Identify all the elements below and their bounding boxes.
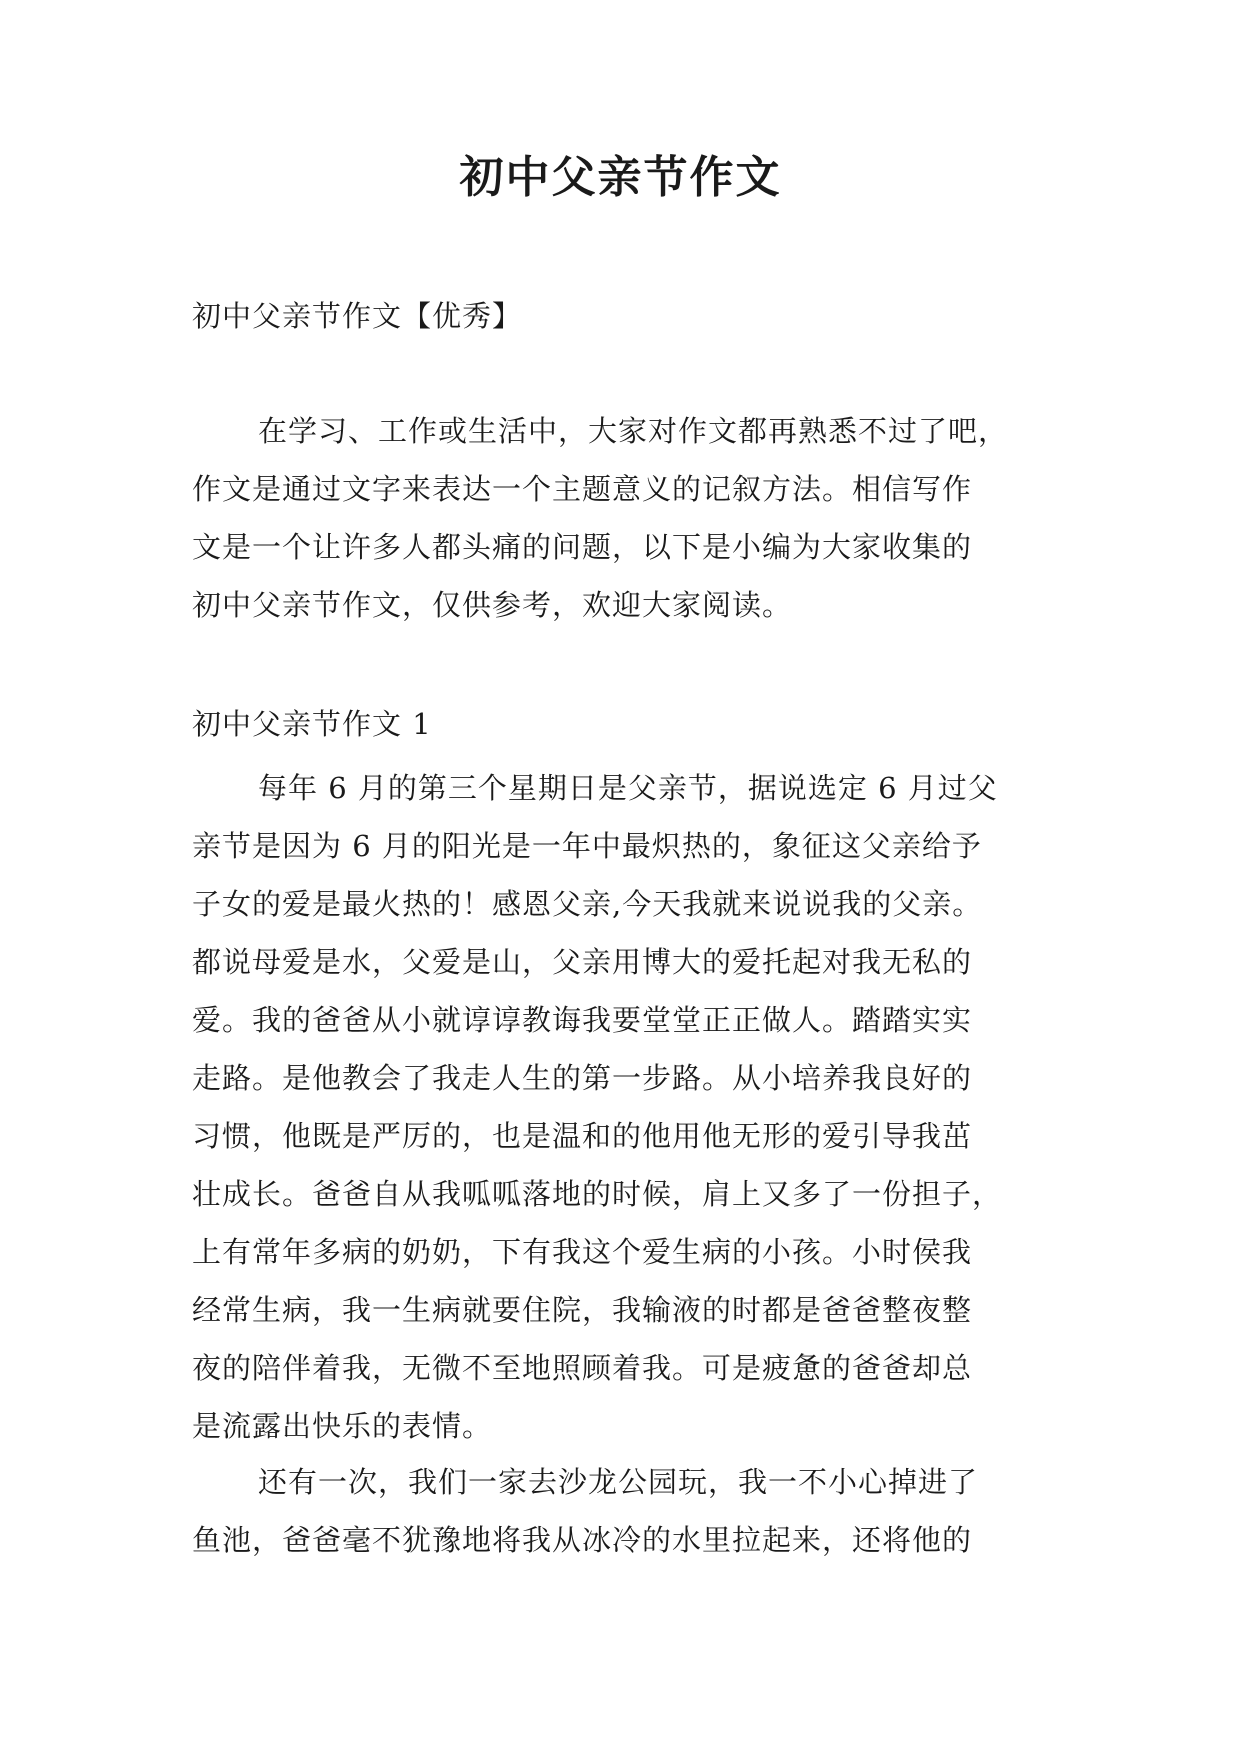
body-line: 上有常年多病的奶奶，下有我这个爱生病的小孩。小时侯我 xyxy=(192,1235,973,1269)
body-line: 爱。我的爸爸从小就谆谆教诲我要堂堂正正做人。踏踏实实 xyxy=(192,1003,973,1037)
intro-line: 文是一个让许多人都头痛的问题，以下是小编为大家收集的 xyxy=(192,530,973,564)
body-line: 习惯，他既是严厉的，也是温和的他用他无形的爱引导我茁 xyxy=(192,1119,973,1153)
body-line: 子女的爱是最火热的！感恩父亲,今天我就来说说我的父亲。 xyxy=(192,887,983,921)
body-line: 是流露出快乐的表情。 xyxy=(192,1409,493,1443)
intro-line: 在学习、工作或生活中，大家对作文都再熟悉不过了吧， xyxy=(258,414,1009,448)
body-line: 鱼池，爸爸毫不犹豫地将我从冰冷的水里拉起来，还将他的 xyxy=(192,1523,973,1557)
intro-paragraph xyxy=(192,402,1052,634)
body-paragraph-two xyxy=(192,1453,1052,1569)
body-line: 走路。是他教会了我走人生的第一步路。从小培养我良好的 xyxy=(192,1061,973,1095)
body-line: 每年 6 月的第三个星期日是父亲节，据说选定 6 月过父 xyxy=(258,771,998,805)
document-subtitle: 初中父亲节作文【优秀】 xyxy=(192,299,523,333)
body-line: 亲节是因为 6 月的阳光是一年中最炽热的，象征这父亲给予 xyxy=(192,829,982,863)
intro-line: 作文是通过文字来表达一个主题意义的记叙方法。相信写作 xyxy=(192,472,973,506)
section-heading: 初中父亲节作文 1 xyxy=(192,707,432,741)
body-line: 夜的陪伴着我，无微不至地照顾着我。可是疲惫的爸爸却总 xyxy=(192,1351,973,1385)
document-title: 初中父亲节作文 xyxy=(459,152,782,203)
body-line: 经常生病，我一生病就要住院，我输液的时都是爸爸整夜整 xyxy=(192,1293,973,1327)
body-line: 还有一次，我们一家去沙龙公园玩，我一不小心掉进了 xyxy=(258,1465,979,1499)
intro-line: 初中父亲节作文，仅供参考，欢迎大家阅读。 xyxy=(192,588,793,622)
body-line: 都说母爱是水，父爱是山，父亲用博大的爱托起对我无私的 xyxy=(192,945,973,979)
body-paragraph-one xyxy=(192,759,1052,1455)
body-line: 壮成长。爸爸自从我呱呱落地的时候，肩上又多了一份担子， xyxy=(192,1177,1003,1211)
